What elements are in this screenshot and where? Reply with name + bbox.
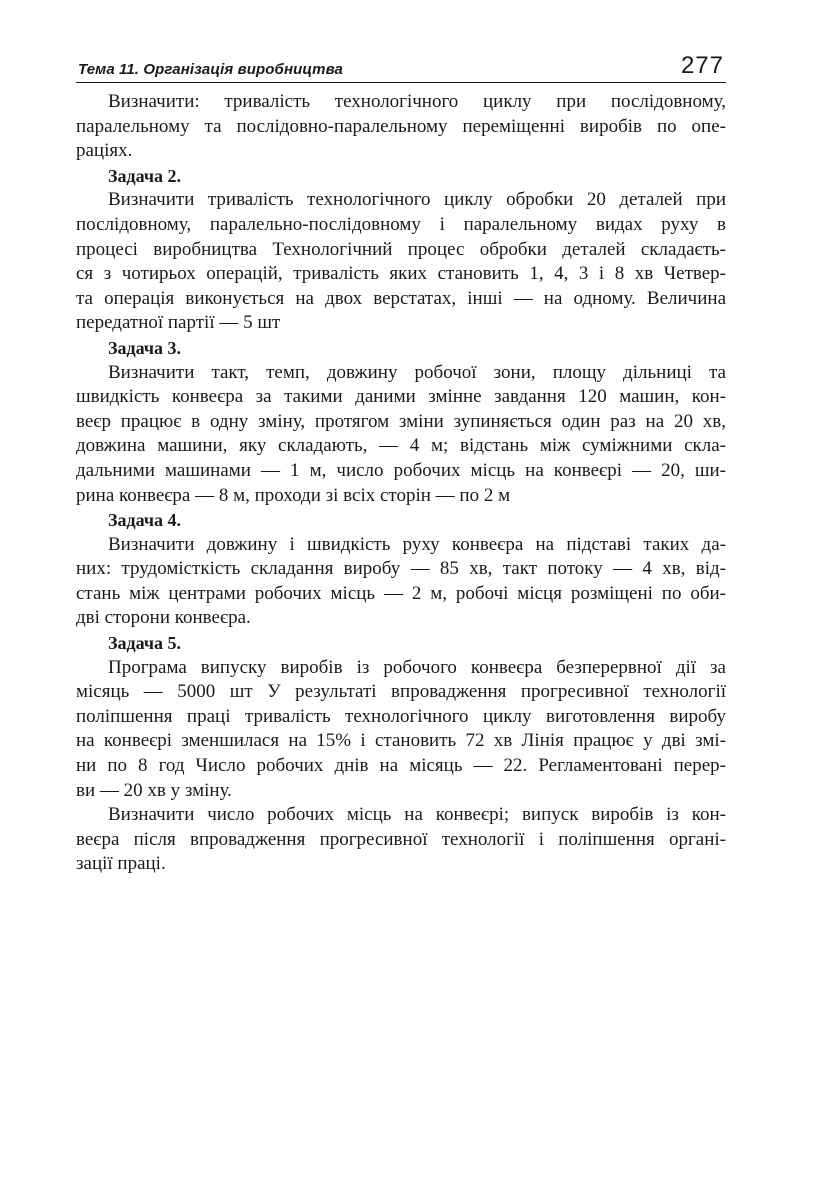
text-line: Визначити тривалість технологічного циклу обробки 20 деталей при [108,189,726,211]
text-line: раціях. [76,140,133,162]
paragraph [76,656,726,804]
text-line: дальними машинами — 1 м, число робочих місць на конвеєрі — 20, ши- [76,459,726,481]
task-heading: Задача 5. [108,633,182,654]
text-line: стань між центрами робочих місць — 2 м, робочі місця розміщені по оби- [76,582,726,604]
text-line: та операція виконується на двох верстатах, інші — на одному. Величина [76,287,726,309]
text-line: Програма випуску виробів із робочого конвеєра безперервної дії за [108,656,726,678]
text-line: послідовному, паралельно-послідовному і паралельному видах руху в [76,213,726,235]
text-line: ся з чотирьох операцій, тривалість яких становить 1, 4, 3 і 8 хв Четвер- [76,263,726,285]
paragraph [76,188,726,336]
text-line: зації праці. [76,853,166,875]
text-line: Визначити такт, темп, довжину робочої зони, площу дільниці та [108,361,726,383]
text-line: довжина машини, яку складають, — 4 м; відстань між суміжними скла- [76,435,726,457]
text-line: процесі виробництва Технологічний процес обробки деталей складаєть- [76,238,726,260]
paragraph [76,361,726,509]
page-number: 277 [680,52,724,79]
task-heading: Задача 3. [108,337,182,358]
text-line: на конвеєрі зменшилася на 15% і становить 72 хв Лінія працює у дві змі- [76,730,726,752]
text-line: ни по 8 год Число робочих днів на місяць — 22. Регламентовані перер- [76,755,726,777]
paragraph [76,90,726,164]
paragraph [76,803,726,877]
task-heading: Задача 2. [108,165,182,186]
text-line: паралельному та послідовно-паралельному переміщенні виробів по опе- [76,115,726,137]
text-line: поліпшення праці тривалість технологічного циклу виготовлення виробу [76,705,726,727]
page-body [76,90,726,877]
text-line: швидкість конвеєра за такими даними змінне завдання 120 машин, кон- [76,386,726,408]
text-line: веєра після впровадження прогресивної технології і поліпшення органі- [76,828,726,850]
text-line: місяць — 5000 шт У результаті впровадження прогресивної технології [76,681,726,703]
text-line: Визначити довжину і швидкість руху конвеєра на підставі таких да- [108,533,726,555]
text-line: них: трудомісткість складання виробу — 85 хв, такт потоку — 4 хв, від- [76,558,726,580]
text-line: Визначити число робочих місць на конвеєрі; випуск виробів із кон- [108,804,726,826]
text-line: ви — 20 хв у зміну. [76,779,232,801]
running-header [76,52,726,83]
chapter-title: Тема 11. Організація виробництва [78,61,343,78]
text-line: Визначити: тривалість технологічного циклу при послідовному, [108,91,726,112]
text-line: веєр працює в одну зміну, протягом зміни зупиняється один раз на 20 хв, [76,410,726,432]
task-heading: Задача 4. [108,510,182,531]
paragraph [76,533,726,631]
text-line: передатної партії — 5 шт [76,312,281,334]
text-line: дві сторони конвеєра. [76,607,251,629]
text-line: рина конвеєра — 8 м, проходи зі всіх сторін — по 2 м [76,484,511,506]
